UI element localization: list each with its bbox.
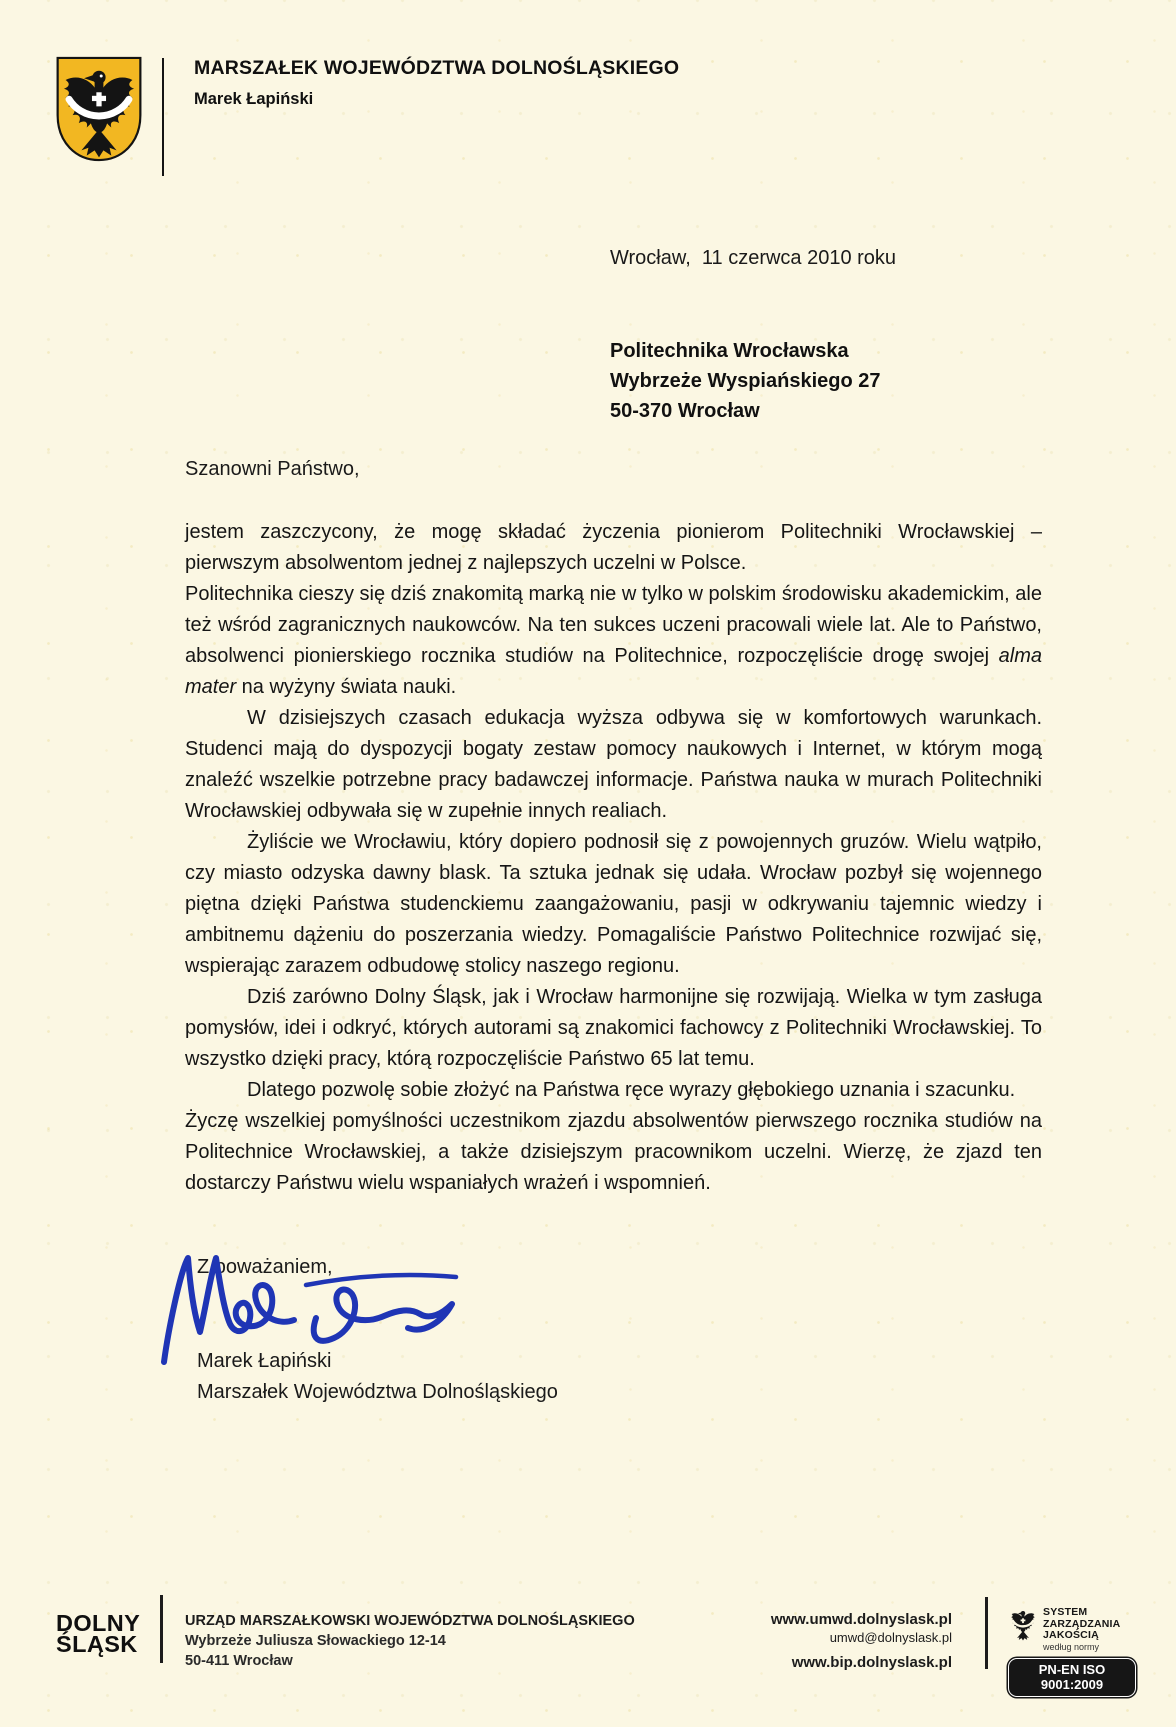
footer-divider bbox=[160, 1595, 163, 1663]
paragraph-6: Dlatego pozwolę sobie złożyć na Państwa ręce wyrazy głębokiego uznania i szacunku. bbox=[247, 1079, 1016, 1101]
dolny-slask-logo bbox=[56, 1610, 141, 1657]
office-name: URZĄD MARSZAŁKOWSKI WOJEWÓDZTWA DOLNOŚLĄSKIEGO bbox=[185, 1613, 635, 1629]
badge-line-4: według normy bbox=[1043, 1641, 1100, 1652]
quality-certificate-badge bbox=[1008, 1605, 1160, 1697]
badge-line-1: SYSTEM bbox=[1043, 1606, 1088, 1618]
email-address: umwd@dolnyslask.pl bbox=[829, 1630, 952, 1645]
footer-links bbox=[690, 1611, 952, 1671]
recipient-street: Wybrzeże Wyspiańskiego 27 bbox=[610, 370, 881, 392]
signer-name: Marek Łapiński bbox=[197, 1350, 332, 1372]
closing-phrase: Z poważaniem, bbox=[197, 1256, 333, 1278]
badge-line-2: ZARZĄDZANIA bbox=[1043, 1617, 1121, 1630]
eagle-icon bbox=[1008, 1605, 1038, 1643]
paragraph-3: W dzisiejszych czasach edukacja wyższa odbywa się w komfortowych warunkach. Studenci mają do dyspozycji bogaty zestaw pomocy naukowych i Internet, w którym mogą znaleźć wszelkie potrzebne pracy badawczej informacje. Państwa nauka w murach Politechniki Wrocławskiej odbywała się w zupełnie innych realiach. bbox=[185, 707, 1042, 822]
sender-title: MARSZAŁEK WOJEWÓDZTWA DOLNOŚLĄSKIEGO bbox=[194, 57, 680, 79]
badge-line-3: JAKOŚCIĄ bbox=[1043, 1629, 1099, 1641]
paragraph-2-italic: alma mater bbox=[185, 645, 1042, 698]
office-address-block bbox=[185, 1611, 635, 1671]
website-umwd: www.umwd.dolnyslask.pl bbox=[770, 1611, 952, 1628]
paragraph-1: jestem zaszczycony, że mogę składać życzenia pionierom Politechniki Wrocławskiej – pierwszym absolwentom jednej z najlepszych uczelni w Polsce. bbox=[185, 521, 1042, 574]
recipient-city: 50-370 Wrocław bbox=[610, 400, 760, 422]
paragraph-2-text: Politechnika cieszy się dziś znakomitą marką nie w tylko w polskim środowisku akademickim, ale też wśród zagranicznych naukowców. Na ten sukces uczeni pracowali wiele lat. Ale to Państwo, absolwenci pionierskiego rocznika studiów na Politechnice, rozpoczęliście drogę swojej bbox=[185, 583, 1042, 667]
signer-title: Marszałek Województwa Dolnośląskiego bbox=[197, 1381, 558, 1403]
office-city: 50-411 Wrocław bbox=[185, 1653, 293, 1669]
office-street: Wybrzeże Juliusza Słowackiego 12-14 bbox=[185, 1633, 446, 1649]
date-line: Wrocław, 11 czerwca 2010 roku bbox=[610, 247, 897, 269]
paragraph-5: Dziś zarówno Dolny Śląsk, jak i Wrocław harmonijne się rozwijają. Wielka w tym zasługa pomysłów, idei i odkryć, których autorami są znakomici fachowcy z Politechniki Wrocławskiej. To wszystko dzięki pracy, którą rozpoczęliście Państwo 65 lat temu. bbox=[185, 986, 1042, 1070]
lower-silesia-coat-of-arms-icon bbox=[55, 52, 143, 166]
paragraph-7: Życzę wszelkiej pomyślności uczestnikom zjazdu absolwentów pierwszego rocznika studiów na Politechnice Wrocławskiej, a także dzisiejszym pracownikom uczelni. Wierzę, że zjazd ten dostarczy Państwu wielu wspaniałych wrażeń i wspomnień. bbox=[185, 1110, 1042, 1194]
iso-standard-label: PN-EN ISO 9001:2009 bbox=[1008, 1658, 1136, 1697]
paragraph-2 bbox=[185, 579, 1042, 703]
paragraph-4: Żyliście we Wrocławiu, który dopiero podnosił się z powojennych gruzów. Wielu wątpiło, czy miasto odzyska dawny blask. Ta sztuka jednak się udała. Wrocław pozbył się wojennego piętna dzięki Państwa studenckiemu zaangażowaniu, pasji w odkrywaniu tajemnic wiedzy i ambitnemu dążeniu do poszerzania wiedzy. Pomagaliście Państwo Politechnice rozwijać się, wspierając zarazem odbudowę stolicy naszego regionu. bbox=[185, 831, 1042, 977]
paragraph-2-end: na wyżyny świata nauki. bbox=[236, 676, 457, 698]
sender-name: Marek Łapiński bbox=[194, 90, 314, 108]
recipient-address bbox=[610, 336, 880, 426]
header-divider bbox=[162, 58, 164, 176]
recipient-name: Politechnika Wrocławska bbox=[610, 340, 849, 362]
brand-line-2: ŚLĄSK bbox=[56, 1630, 138, 1657]
footer-divider bbox=[985, 1597, 988, 1669]
brand-line-1: DOLNY bbox=[56, 1610, 141, 1636]
letter-body bbox=[185, 517, 1042, 1199]
website-bip: www.bip.dolnyslask.pl bbox=[791, 1654, 952, 1671]
salutation: Szanowni Państwo, bbox=[185, 458, 360, 480]
